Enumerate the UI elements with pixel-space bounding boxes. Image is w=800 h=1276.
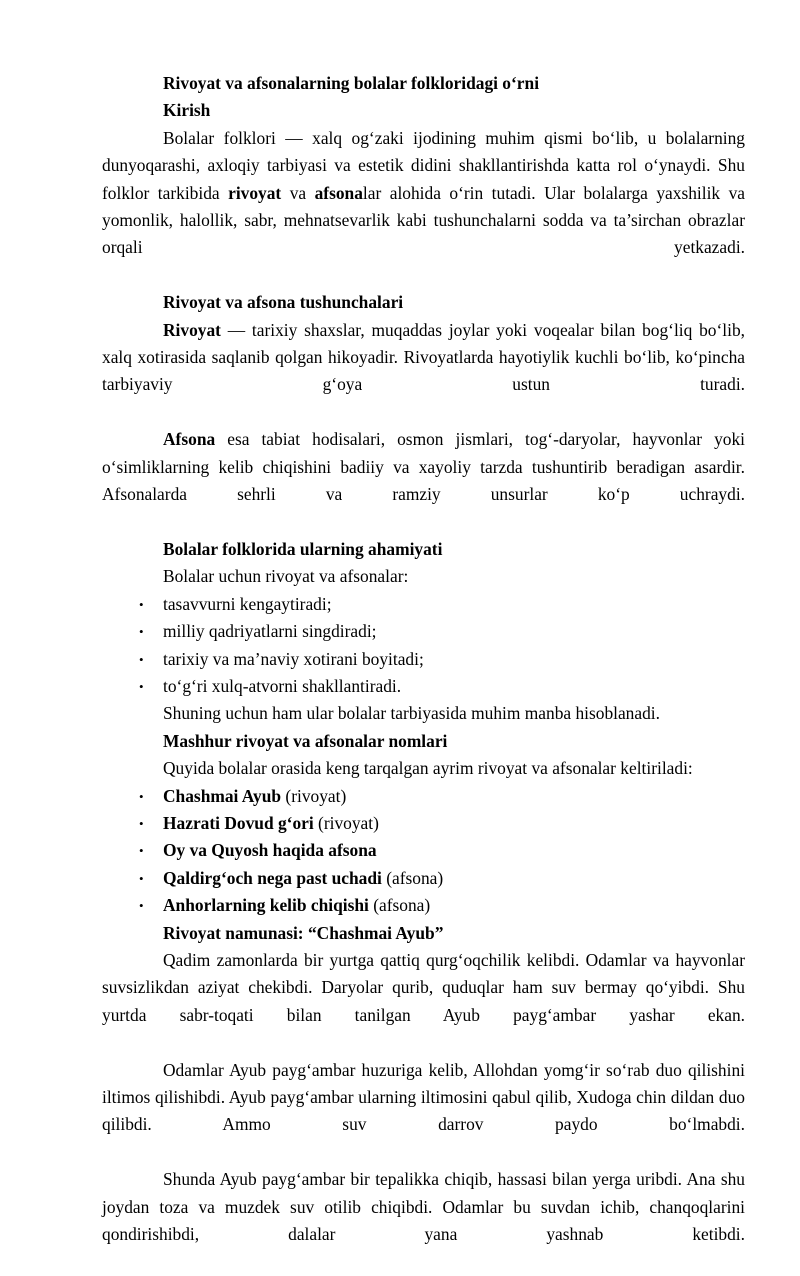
importance-conclusion: Shuning uchun ham ular bolalar tarbiyasida muhim manba hisoblanadi. [163, 703, 660, 724]
intro-bold-rivoyat: rivoyat [228, 182, 282, 203]
list-item-name: Oy va Quyosh haqida afsona [163, 840, 377, 861]
section-heading-famous: Mashhur rivoyat va afsonalar nomlari [163, 730, 448, 751]
list-item: • to‘g‘ri xulq-atvorni shakllantiradi. [102, 673, 745, 700]
list-item-kind: (rivoyat) [313, 812, 379, 833]
list-item: • milliy qadriyatlarni singdiradi; [102, 618, 745, 645]
list-item-name: Chashmai Ayub [163, 785, 282, 806]
sample-paragraph-2: Odamlar Ayub payg‘ambar huzuriga kelib, Allohdan yomg‘ir so‘rab duo qilishini iltimos qilishibdi. Ayub payg‘ambar ularning iltimosini qabul qilib, Xudoga chin dildan duo qilibdi. Ammo suv darrov paydo bo‘lmabdi. [102, 1059, 745, 1135]
list-item: • tarixiy va ma’naviy xotirani boyitadi; [102, 646, 745, 673]
sample-paragraph-1: Qadim zamonlarda bir yurtga qattiq qurg‘oqchilik kelibdi. Odamlar va hayvonlar suvsizlikdan aziyat chekibdi. Daryolar qurib, quduqlar ham suv bermay qo‘yibdi. Shu yurtda sabr-toqati bilan tanilgan Ayub payg‘ambar yashar ekan. [102, 950, 745, 1025]
sample-paragraph-3: Shunda Ayub payg‘ambar bir tepalikka chiqib, hassasi bilan yerga uribdi. Ana shu joydan toza va muzdek suv otilib chiqibdi. Odamlar bu suvdan ichib, chanqoqlarini qondirishibdi, dalalar yana yashnab ketibdi. [102, 1169, 745, 1245]
term-rivoyat: Rivoyat [163, 319, 221, 340]
definition-rivoyat-text: — tarixiy shaxslar, muqaddas joylar yoki voqealar bilan bog‘liq bo‘lib, xalq xotirasida saqlanib qolgan hikoyadir. Rivoyatlarda hayotiylik kuchli bo‘lib, ko‘pincha tarbiyaviy g‘oya ustun turadi. [102, 319, 745, 395]
importance-lead-in: Bolalar uchun rivoyat va afsonalar: [163, 566, 409, 587]
list-item [102, 892, 745, 919]
list-item [102, 810, 745, 837]
section-heading-sample: Rivoyat namunasi: “Chashmai Ayub” [163, 922, 444, 943]
list-item-kind: (rivoyat) [281, 785, 347, 806]
list-item [102, 865, 745, 892]
page-title: Rivoyat va afsonalarning bolalar folkloridagi o‘rni [163, 73, 540, 93]
section-heading-importance: Bolalar folklorida ularning ahamiyati [163, 538, 443, 559]
intro-bold-afsona: afsona [314, 182, 363, 203]
intro-text-part-3: lar alohida o‘rin tutadi. Ular bolalarga yaxshilik va yomonlik, halollik, sabr, mehnatsevarlik kabi tushunchalarni sodda va ta’sirchan obrazlar orqali yetkazadi. [102, 182, 745, 258]
term-afsona: Afsona [163, 429, 216, 450]
definition-rivoyat [102, 317, 745, 427]
list-item: • tasavvurni kengaytiradi; [102, 591, 745, 618]
definition-afsona [102, 426, 745, 536]
intro-paragraph [102, 125, 745, 289]
definition-afsona-text: esa tabiat hodisalari, osmon jismlari, tog‘-daryolar, hayvonlar yoki o‘simliklarning kelib chiqishini badiiy va xayoliy tarzda tushuntirib beradigan asardir. Afsonalarda sehrli va ramziy unsurlar ko‘p uchraydi. [102, 429, 745, 505]
list-item-kind: (afsona) [381, 867, 444, 888]
list-item-kind: (afsona) [368, 895, 431, 916]
intro-text-part-2: va [281, 182, 315, 203]
list-item [102, 783, 745, 810]
famous-list [102, 783, 745, 920]
section-heading-concepts: Rivoyat va afsona tushunchalari [163, 292, 404, 313]
section-heading-kirish: Kirish [163, 100, 211, 121]
document-body [102, 70, 745, 1276]
intro-text-part-1: Bolalar folklori — xalq og‘zaki ijodining muhim qismi bo‘lib, u bolalarning dunyoqarashi, axloqiy tarbiyasi va estetik didini shakllantirishda katta rol o‘ynaydi. Shu folklor tarkibida [102, 127, 745, 203]
list-item [102, 837, 745, 864]
list-item-name: Qaldirg‘och nega past uchadi [163, 867, 382, 888]
importance-list [102, 591, 745, 701]
famous-lead-in: Quyida bolalar orasida keng tarqalgan ayrim rivoyat va afsonalar keltiriladi: [163, 758, 693, 779]
list-item-name: Hazrati Dovud g‘ori [163, 812, 314, 833]
list-item-name: Anhorlarning kelib chiqishi [163, 895, 369, 916]
